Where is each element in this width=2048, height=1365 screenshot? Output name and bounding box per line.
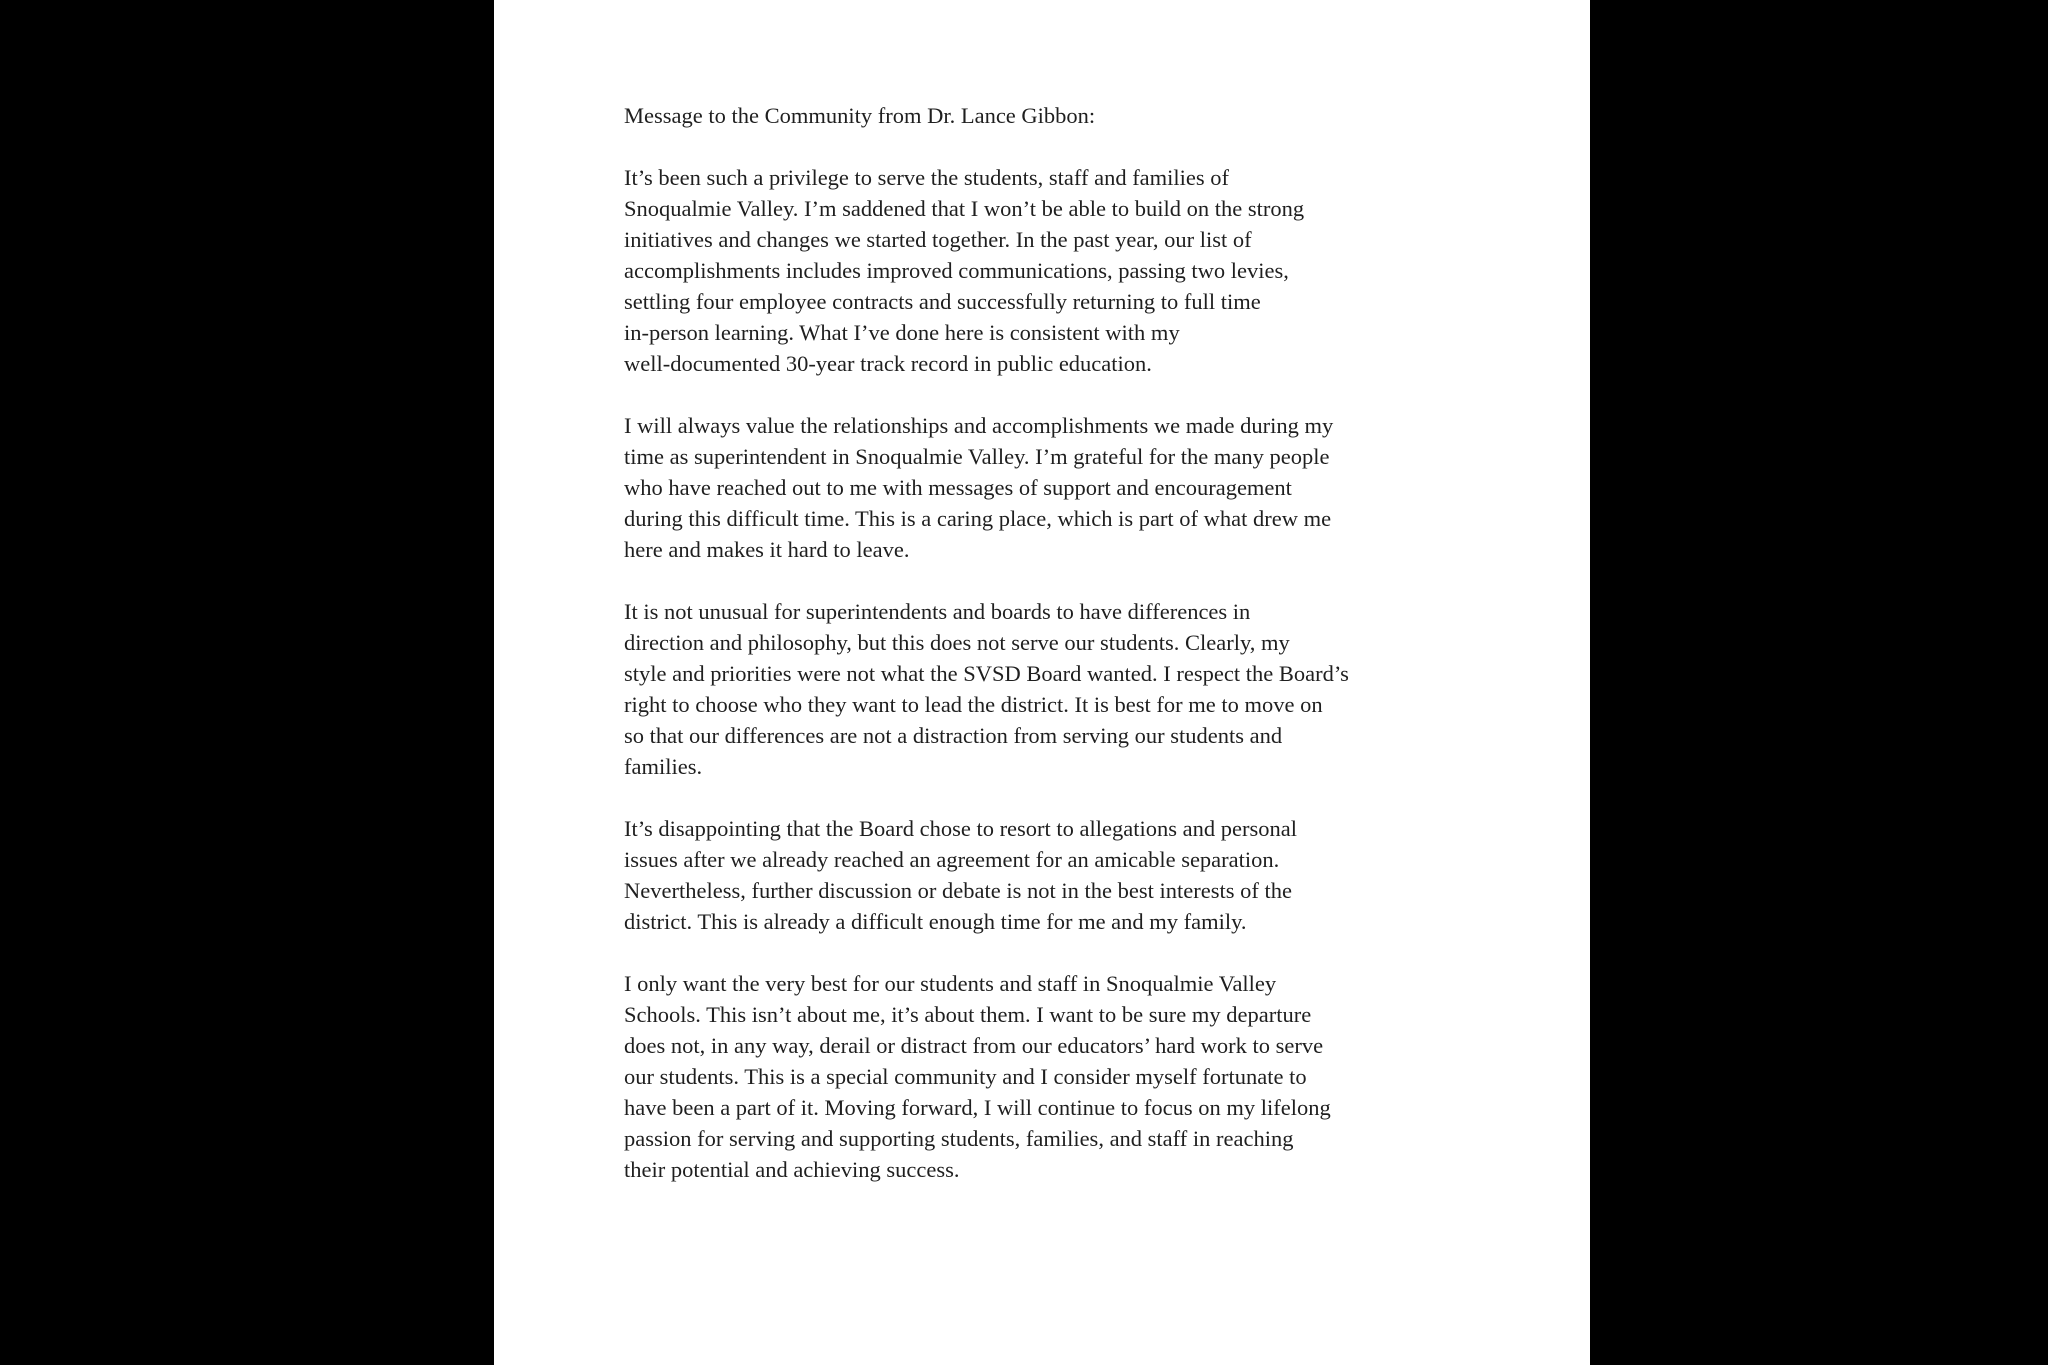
text-line: accomplishments includes improved communications, passing two levies, — [624, 258, 1289, 283]
text-line: initiatives and changes we started together. In the past year, our list of — [624, 227, 1252, 252]
text-line: passion for serving and supporting students, families, and staff in reaching — [624, 1126, 1294, 1151]
letter-paragraph — [624, 410, 1544, 565]
text-line: have been a part of it. Moving forward, I will continue to focus on my lifelong — [624, 1095, 1331, 1120]
text-line: our students. This is a special community and I consider myself fortunate to — [624, 1064, 1307, 1089]
text-line: It’s been such a privilege to serve the students, staff and families of — [624, 165, 1230, 190]
text-line: who have reached out to me with messages of support and encouragement — [624, 475, 1292, 500]
text-line: I only want the very best for our students and staff in Snoqualmie Valley — [624, 971, 1277, 996]
text-line: Snoqualmie Valley. I’m saddened that I won’t be able to build on the strong — [624, 196, 1305, 221]
text-line: their potential and achieving success. — [624, 1157, 960, 1182]
text-line: here and makes it hard to leave. — [624, 537, 910, 562]
text-line: settling four employee contracts and successfully returning to full time — [624, 289, 1261, 314]
text-line: time as superintendent in Snoqualmie Valley. I’m grateful for the many people — [624, 444, 1330, 469]
letter-paragraph — [624, 162, 1544, 379]
letter-title: Message to the Community from Dr. Lance Gibbon: — [624, 103, 1096, 128]
document-page — [494, 0, 1590, 1365]
text-line: in-person learning. What I’ve done here is consistent with my — [624, 320, 1180, 345]
text-line: does not, in any way, derail or distract from our educators’ hard work to serve — [624, 1033, 1324, 1058]
letter-paragraph — [624, 596, 1544, 782]
text-line: right to choose who they want to lead the district. It is best for me to move on — [624, 692, 1323, 717]
text-line: so that our differences are not a distraction from serving our students and — [624, 723, 1283, 748]
letter-content — [624, 100, 1544, 1216]
text-line: Nevertheless, further discussion or debate is not in the best interests of the — [624, 878, 1292, 903]
text-line: It is not unusual for superintendents and boards to have differences in — [624, 599, 1251, 624]
letter-body — [624, 162, 1544, 1185]
text-line: district. This is already a difficult enough time for me and my family. — [624, 909, 1247, 934]
text-line: Schools. This isn’t about me, it’s about them. I want to be sure my departure — [624, 1002, 1312, 1027]
text-line: during this difficult time. This is a caring place, which is part of what drew me — [624, 506, 1332, 531]
text-line: well-documented 30-year track record in public education. — [624, 351, 1152, 376]
text-line: It’s disappointing that the Board chose to resort to allegations and personal — [624, 816, 1297, 841]
text-line: issues after we already reached an agreement for an amicable separation. — [624, 847, 1280, 872]
text-line: families. — [624, 754, 703, 779]
text-line: direction and philosophy, but this does not serve our students. Clearly, my — [624, 630, 1290, 655]
letter-paragraph — [624, 968, 1544, 1185]
text-line: style and priorities were not what the SVSD Board wanted. I respect the Board’s — [624, 661, 1349, 686]
text-line: I will always value the relationships and accomplishments we made during my — [624, 413, 1334, 438]
letter-paragraph — [624, 813, 1544, 937]
